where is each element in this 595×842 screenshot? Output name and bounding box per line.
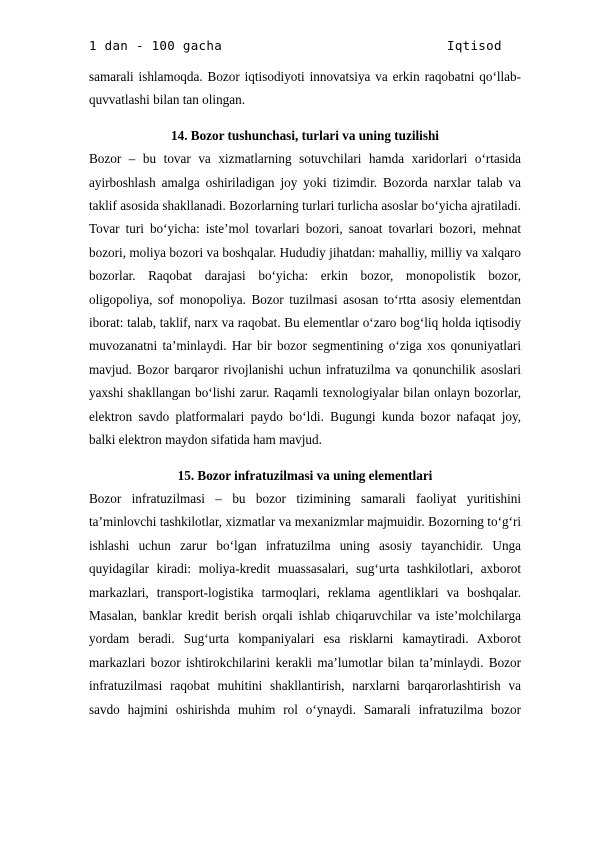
intro-paragraph: samarali ishlamoqda. Bozor iqtisodiyoti innovatsiya va erkin raqobatni qo‘llab-quvvatlashi bilan tan olingan. (89, 69, 521, 108)
section-14-heading: 14. Bozor tushunchasi, turlari va uning tuzilishi (171, 127, 439, 143)
page-header (89, 38, 519, 58)
document-body (89, 65, 521, 721)
header-subject: Iqtisod (447, 38, 502, 53)
header-page-range: 1 dan - 100 gacha (89, 38, 223, 53)
section-14-paragraph: Bozor – bu tovar va xizmatlarning sotuvchilari hamda xaridorlari o‘rtasida ayirboshlash amalga oshiriladigan joy yoki tizimdir. Bozorda narxlar talab va taklif asosida shakllanadi. Bozorlarning turlari turlicha asoslar bo‘yicha ajratiladi. Tovar turi bo‘yicha: iste’mol tovarlari bozori, sanoat tovarlari bozori, mehnat bozori, moliya bozori va boshqalar. Hududiy jihatdan: mahalliy, milliy va xalqaro bozorlar. Raqobat darajasi bo‘yicha: erkin bozor, monopolistik bozor, oligopoliya, sof monopoliya. Bozor tuzilmasi asosan to‘rtta asosiy elementdan iborat: talab, taklif, narx va raqobat. Bu elementlar o‘zaro bog‘liq holda iqtisodiy muvozanatni ta’minlaydi. Har bir bozor segmentining o‘ziga xos qonuniyatlari mavjud. Bozor barqaror rivojlanishi uchun infratuzilma va qonunchilik asoslari yaxshi shakllangan bo‘lishi zarur. Raqamli texnologiyalar bilan onlayn bozorlar, elektron savdo platformalari paydo bo‘ldi. Bugungi kunda bozor nafaqat joy, balki elektron maydon sifatida ham mavjud. (89, 151, 521, 448)
section-15-paragraph: Bozor infratuzilmasi – bu bozor tizimining samarali faoliyat yuritishini ta’minlovchi tashkilotlar, xizmatlar va mexanizmlar majmuidir. Bozorning to‘g‘ri ishlashi uchun zarur bo‘lgan infratuzilma uning asosiy tayanchidir. Unga quyidagilar kiradi: moliya-kredit muassasalari, sug‘urta tashkilotlari, axborot markazlari, transport-logistika tarmoqlari, reklama agentliklari va boshqalar. Masalan, banklar kredit berish orqali ishlab chiqaruvchilar va iste’molchilarga yordam beradi. Sug‘urta kompaniyalari esa risklarni kamaytiradi. Axborot markazlari bozor ishtirokchilarini kerakli ma’lumotlar bilan ta’minlaydi. Bozor infratuzilmasi raqobat muhitini shakllantirish, narxlarni barqarorlashtirish va savdo hajmini oshirishda muhim rol o‘ynaydi. Samarali infratuzilma bozor (89, 490, 521, 717)
section-gap (89, 452, 521, 464)
section-gap (89, 112, 521, 124)
section-15-heading: 15. Bozor infratuzilmasi va uning elementlari (177, 467, 433, 483)
